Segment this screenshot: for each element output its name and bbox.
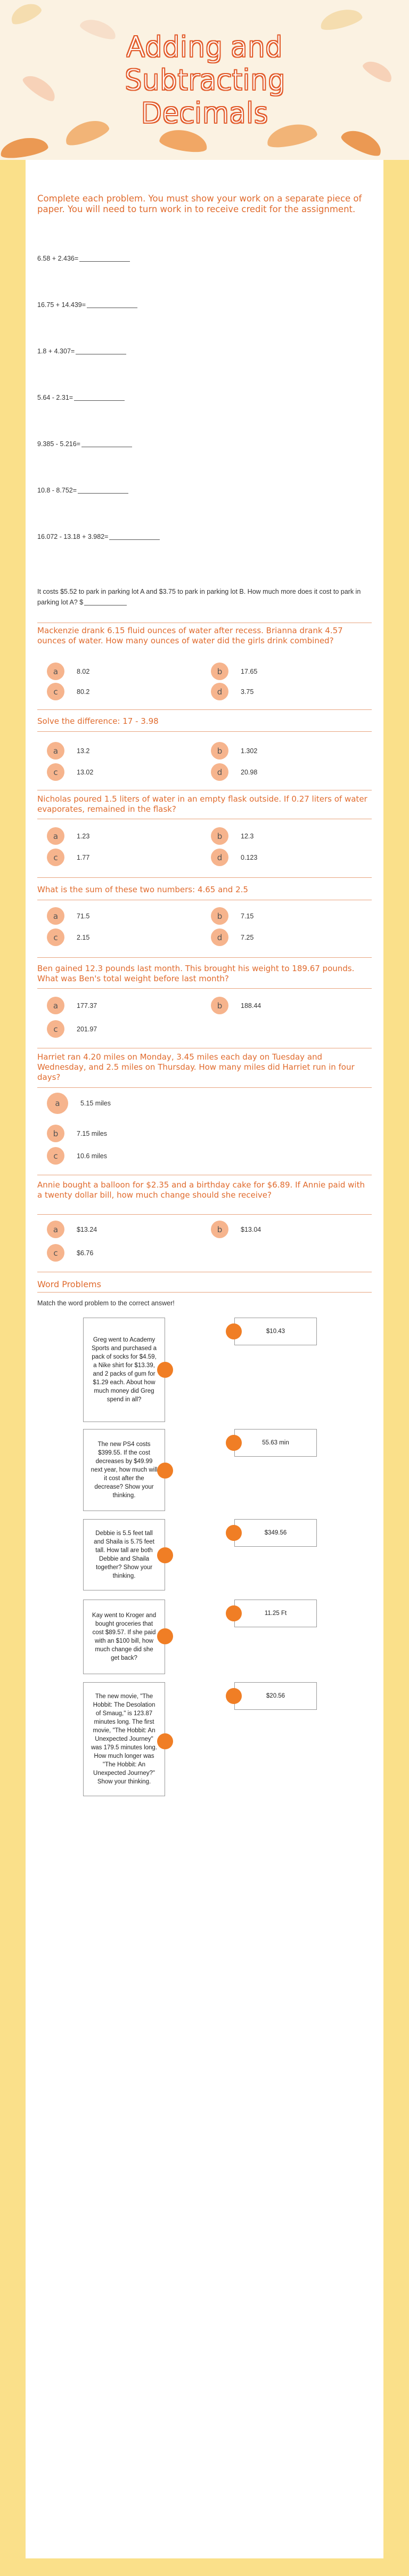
- option-text: 1.23: [77, 832, 90, 840]
- mcq-option[interactable]: [47, 1020, 97, 1038]
- leaf-decoration: [0, 134, 49, 160]
- match-handle[interactable]: [226, 1525, 242, 1541]
- mcq-question: Harriet ran 4.20 miles on Monday, 3.45 miles each day on Tuesday and Wednesday, and 2.5 miles on Thursday. How many miles did Harriet run in four days?: [37, 1052, 355, 1082]
- option-bubble[interactable]: c: [47, 763, 64, 781]
- option-bubble[interactable]: a: [47, 997, 64, 1014]
- option-bubble[interactable]: c: [47, 1147, 64, 1165]
- problem-7: [37, 533, 160, 540]
- problem-text: 10.8 - 8.752=: [37, 487, 77, 494]
- mcq-option[interactable]: [211, 928, 253, 946]
- answer-blank[interactable]: [87, 302, 137, 308]
- answer-card: [234, 1519, 317, 1547]
- option-bubble[interactable]: a: [47, 907, 64, 925]
- mcq-option[interactable]: [211, 683, 253, 700]
- word-problem-card: [83, 1682, 165, 1796]
- divider: [37, 988, 372, 989]
- instructions: Complete each problem. You must show your work on a separate piece of paper. You will need to turn work in to receive credit for the assignment.: [37, 193, 362, 214]
- mcq-question: What is the sum of these two numbers: 4.65 and 2.5: [37, 885, 248, 894]
- mcq-option[interactable]: [211, 997, 261, 1014]
- answer-card: [234, 1318, 317, 1345]
- match-handle[interactable]: [157, 1733, 173, 1749]
- option-bubble[interactable]: b: [211, 663, 228, 680]
- option-text: 8.02: [77, 667, 90, 675]
- mcq-option[interactable]: [47, 907, 89, 925]
- title-line: Adding and: [126, 31, 283, 63]
- option-text: 80.2: [77, 688, 90, 696]
- option-text: 5.15 miles: [80, 1100, 111, 1107]
- word-problem-card: [83, 1318, 165, 1422]
- option-bubble[interactable]: d: [211, 849, 228, 866]
- option-text: 10.6 miles: [77, 1152, 107, 1160]
- problem-6: [37, 487, 128, 494]
- answer-card: [234, 1600, 317, 1627]
- option-bubble[interactable]: c: [47, 849, 64, 866]
- option-text: 188.44: [241, 1002, 261, 1010]
- mcq-option[interactable]: [47, 1125, 107, 1142]
- problem-text: 5.64 - 2.31=: [37, 394, 73, 401]
- answer-text: 55.63 min: [262, 1440, 289, 1446]
- section-title: Word Problems: [37, 1279, 101, 1289]
- mcq-question: Nicholas poured 1.5 liters of water in an empty flask outside. If 0.27 liters of water evaporates, remained in the flask?: [37, 794, 367, 814]
- word-problem-card: [83, 1600, 165, 1674]
- mcq-option[interactable]: [47, 1221, 97, 1238]
- mcq-question: Ben gained 12.3 pounds last month. This brought his weight to 189.67 pounds. What was Ben's total weight before last month?: [37, 964, 355, 983]
- option-text: 7.15: [241, 912, 254, 920]
- answer-blank[interactable]: [84, 599, 127, 605]
- option-text: 17.65: [241, 667, 258, 675]
- option-bubble[interactable]: d: [211, 928, 228, 946]
- option-text: $6.76: [77, 1249, 94, 1257]
- divider: [37, 877, 372, 878]
- answer-text: $20.56: [266, 1693, 285, 1699]
- option-bubble[interactable]: d: [211, 683, 228, 700]
- problem-3: [37, 348, 126, 355]
- divider: [37, 709, 372, 710]
- word-problem-card: [83, 1429, 165, 1511]
- option-text: 20.98: [241, 768, 258, 776]
- option-text: 1.77: [77, 853, 90, 861]
- option-text: 7.15 miles: [77, 1129, 107, 1137]
- option-text: 71.5: [77, 912, 90, 920]
- worksheet: [26, 160, 383, 2558]
- problem-1: [37, 255, 130, 262]
- mcq-option[interactable]: [47, 997, 97, 1014]
- option-text: 1.302: [241, 747, 258, 755]
- problem-text: 9.385 - 5.216=: [37, 440, 80, 448]
- option-bubble[interactable]: b: [211, 827, 228, 845]
- option-bubble[interactable]: c: [47, 1020, 64, 1038]
- mcq-option[interactable]: [211, 827, 253, 845]
- problem-text: 1.8 + 4.307=: [37, 348, 75, 355]
- word-problem-text: The new movie, "The Hobbit: The Desolation of Smaug," is 123.87 minutes long. The first movie, "The Hobbit: An Unexpected Journey" was 179.5 minutes long. How much longer was "The Hobbit: An Unexpected Journey?" Show your thinking.: [91, 1693, 158, 1785]
- problem-parking: [37, 586, 365, 608]
- mcq-option[interactable]: [47, 1147, 107, 1165]
- problem-4: [37, 394, 125, 401]
- option-text: 2.15: [77, 933, 90, 941]
- problem-text: 16.75 + 14.439=: [37, 301, 86, 309]
- mcq-question: Solve the difference: 17 - 3.98: [37, 716, 159, 726]
- leaf-decoration: [318, 5, 364, 33]
- word-problem-text: Greg went to Academy Sports and purchased a pack of socks for $4.59, a Nike shirt for $13.39, and 2 packs of gum for $1.29 each. About how much money did Greg spend in all?: [91, 1337, 157, 1403]
- option-bubble[interactable]: b: [211, 742, 228, 760]
- mcq-option[interactable]: [211, 763, 257, 781]
- mcq-option[interactable]: [47, 928, 89, 946]
- answer-card: [234, 1429, 317, 1457]
- problem-text: It costs $5.52 to park in parking lot A and $3.75 to park in parking lot B. How much more does it cost to park in parking lot A? $: [37, 588, 361, 606]
- mcq-option[interactable]: [47, 683, 89, 700]
- match-handle[interactable]: [226, 1323, 242, 1339]
- divider: [37, 1214, 372, 1215]
- answer-text: 11.25 Ft: [264, 1610, 287, 1617]
- option-text: $13.24: [77, 1225, 97, 1233]
- answer-blank[interactable]: [78, 487, 128, 494]
- match-handle[interactable]: [157, 1628, 173, 1644]
- mcq-option[interactable]: [211, 663, 257, 680]
- mcq-option[interactable]: [47, 827, 89, 845]
- title-line: Decimals: [141, 98, 268, 130]
- option-bubble[interactable]: a: [47, 1093, 68, 1114]
- leaf-decoration: [7, 0, 43, 27]
- match-handle[interactable]: [157, 1362, 173, 1378]
- answer-blank[interactable]: [109, 534, 160, 540]
- problem-text: 6.58 + 2.436=: [37, 255, 79, 262]
- answer-blank[interactable]: [79, 255, 130, 262]
- word-problem-text: Debbie is 5.5 feet tall and Shaila is 5.75 feet tall. How tall are both Debbie and Shaila together? Show your thinking.: [94, 1530, 154, 1579]
- option-bubble[interactable]: b: [211, 1221, 228, 1238]
- problem-2: [37, 301, 137, 309]
- match-instruction: Match the word problem to the correct answer!: [37, 1299, 175, 1307]
- option-bubble[interactable]: a: [47, 742, 64, 760]
- match-handle[interactable]: [226, 1435, 242, 1451]
- option-bubble[interactable]: b: [211, 907, 228, 925]
- match-handle[interactable]: [157, 1463, 173, 1479]
- mcq-option[interactable]: [47, 742, 89, 760]
- option-bubble[interactable]: a: [47, 827, 64, 845]
- answer-card: [234, 1682, 317, 1710]
- mcq-option[interactable]: [211, 849, 257, 866]
- match-handle[interactable]: [226, 1688, 242, 1704]
- option-text: 13.2: [77, 747, 90, 755]
- problem-text: 16.072 - 13.18 + 3.982=: [37, 533, 109, 540]
- option-text: 3.75: [241, 688, 254, 696]
- option-bubble[interactable]: c: [47, 1244, 64, 1262]
- option-bubble[interactable]: c: [47, 683, 64, 700]
- mcq-option[interactable]: [211, 1221, 261, 1238]
- option-bubble[interactable]: d: [211, 763, 228, 781]
- option-bubble[interactable]: a: [47, 663, 64, 680]
- mcq-question: Mackenzie drank 6.15 fluid ounces of water after recess. Brianna drank 4.57 ounces of water. How many ounces of water did the girls drink combined?: [37, 626, 343, 645]
- match-handle[interactable]: [226, 1605, 242, 1621]
- leaf-decoration: [158, 126, 209, 155]
- mcq-option[interactable]: [47, 1093, 111, 1114]
- mcq-option[interactable]: [47, 663, 89, 680]
- option-bubble[interactable]: b: [211, 997, 228, 1014]
- word-problem-card: [83, 1519, 165, 1590]
- option-text: 12.3: [241, 832, 254, 840]
- option-bubble[interactable]: c: [47, 928, 64, 946]
- word-problem-text: Kay went to Kroger and bought groceries that cost $89.57. If she paid with an $100 bill, how much change did she get back?: [92, 1612, 157, 1661]
- title-line: Subtracting: [124, 64, 285, 96]
- divider: [37, 1292, 372, 1293]
- mcq-option[interactable]: [47, 1244, 93, 1262]
- leaf-decoration: [339, 125, 386, 160]
- option-text: 7.25: [241, 933, 254, 941]
- mcq-option[interactable]: [47, 763, 93, 781]
- answer-text: $349.56: [264, 1530, 287, 1536]
- page-title: [0, 31, 409, 130]
- option-text: 177.37: [77, 1002, 97, 1010]
- answer-text: $10.43: [266, 1328, 285, 1335]
- divider: [37, 731, 372, 732]
- mcq-option[interactable]: [211, 742, 257, 760]
- match-handle[interactable]: [157, 1547, 173, 1563]
- answer-blank[interactable]: [74, 394, 125, 401]
- option-bubble[interactable]: a: [47, 1221, 64, 1238]
- mcq-question: Annie bought a balloon for $2.35 and a birthday cake for $6.89. If Annie paid with a twenty dollar bill, how much change should she receive?: [37, 1180, 365, 1200]
- option-bubble[interactable]: b: [47, 1125, 64, 1142]
- option-text: 13.02: [77, 768, 94, 776]
- problem-5: [37, 440, 132, 448]
- mcq-option[interactable]: [211, 907, 253, 925]
- mcq-option[interactable]: [47, 849, 89, 866]
- answer-blank[interactable]: [81, 441, 132, 447]
- answer-blank[interactable]: [76, 348, 126, 354]
- divider: [37, 1087, 372, 1088]
- word-problem-text: The new PS4 costs $399.55. If the cost decreases by $49.99 next year, how much will it cost after the decrease? Show your thinking.: [91, 1441, 158, 1499]
- divider: [37, 957, 372, 958]
- option-text: 201.97: [77, 1025, 97, 1033]
- option-text: $13.04: [241, 1225, 261, 1233]
- option-text: 0.123: [241, 853, 258, 861]
